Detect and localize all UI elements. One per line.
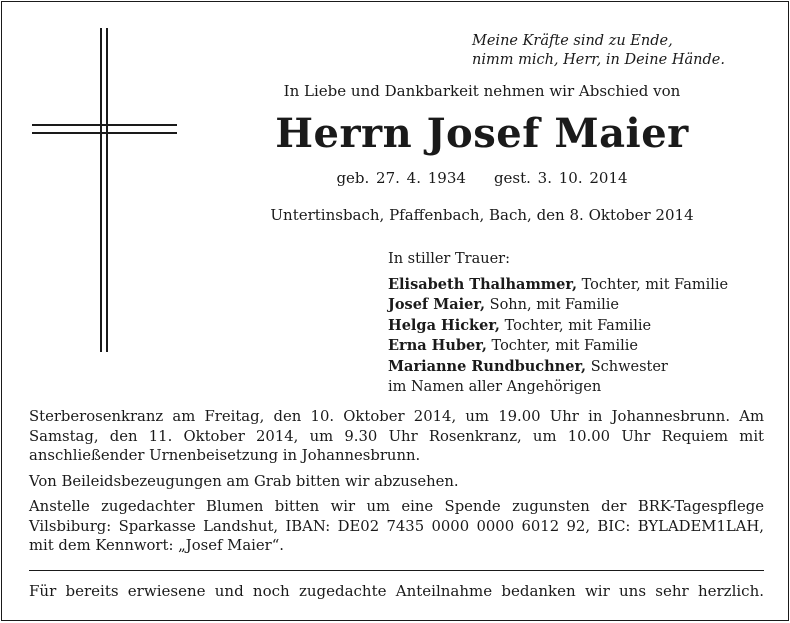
mourner-row [388,295,778,316]
donation-paragraph: Anstelle zugedachter Blumen bitten wir um eine Spende zugunsten der BRK-Tagespflege Vilsbiburg: Sparkasse Landshut, IBAN: DE02 7435 0000 0000 6012 92, BIC: BYLADEM1LAH, mit dem Kennwort: „Josef Maier“. [29,498,764,554]
mourner-name: Josef Maier, [388,296,486,313]
deceased-name: Herrn Josef Maier [275,110,689,157]
death-date: gest. 3. 10. 2014 [493,169,628,187]
place-date: Untertinsbach, Pfaffenbach, Bach, den 8. Oktober 2014 [270,206,694,224]
divider [29,570,764,571]
mourner-relation: Tochter, mit Familie [504,317,652,334]
mourner-name: Elisabeth Thalhammer, [388,275,577,293]
mourners-label: In stiller Trauer: [388,251,510,267]
verse-line-2: nimm mich, Herr, in Deine Hände. [472,52,725,68]
intro-text: In Liebe und Dankbarkeit nehmen wir Abschied von [283,82,681,100]
verse-line-1: Meine Kräfte sind zu Ende, [472,33,673,49]
mourner-relation: Tochter, mit Familie [581,276,729,293]
service-details [29,407,764,562]
birth-date: geb. 27. 4. 1934 [336,169,466,187]
mourner-row [388,316,778,337]
obituary-notice [1,1,789,621]
thanks-text: Für bereits erwiesene und noch zugedachte Anteilnahme bedanken wir uns sehr herzlich. [29,582,764,600]
verse [472,32,772,70]
mourner-name: Helga Hicker, [388,316,500,334]
mourners-block [388,249,778,398]
mourner-row [388,275,778,296]
mourner-relation: Sohn, mit Familie [489,297,619,313]
cross-icon [32,28,177,352]
mourner-row [388,357,778,378]
mourner-name: Marianne Rundbuchner, [388,357,587,375]
life-dates [182,169,782,187]
service-paragraph: Sterberosenkranz am Freitag, den 10. Oktober 2014, um 19.00 Uhr in Johannesbrunn. Am Samstag, den 11. Oktober 2014, um 9.30 Uhr Rosenkranz, um 10.00 Uhr Requiem mit anschließender Urnenbeisetzung in Johannesbrunn. [29,408,764,464]
condolence-paragraph: Von Beileidsbezeugungen am Grab bitten wir abzusehen. [29,472,459,490]
mourner-relation: Schwester [590,358,668,375]
mourner-name: Erna Huber, [388,337,487,354]
mourner-relation: Tochter, mit Familie [491,338,639,354]
mourners-closing: im Namen aller Angehörigen [388,379,602,395]
mourner-row [388,336,778,357]
